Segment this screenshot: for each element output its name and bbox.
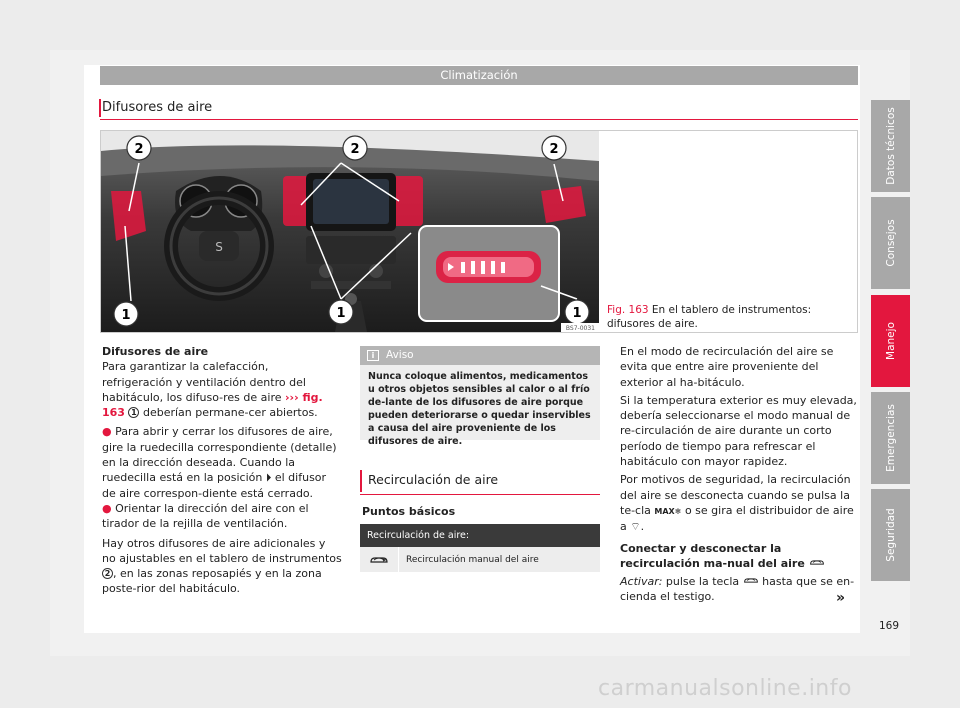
- notice-header: [360, 346, 600, 365]
- tab-seguridad[interactable]: Seguridad: [871, 489, 910, 581]
- chapter-bar: [100, 66, 858, 85]
- recirc-title: Recirculación de aire: [368, 472, 499, 487]
- tab-manejo[interactable]: Manejo: [871, 295, 910, 387]
- callout-2-right: 2: [549, 142, 559, 157]
- safety-text-mid: o se gira el distribuidor de aire a: [620, 503, 854, 534]
- paragraph-mode: En el modo de recirculación del aire se evita que entre aire proveniente del exterior al ha-bitáculo.: [620, 345, 834, 389]
- callout-1-right: 1: [572, 306, 582, 321]
- table-row: [360, 547, 600, 572]
- bullet-item: [102, 424, 342, 500]
- bullet-item: [102, 501, 342, 532]
- recirc-car-icon: [743, 575, 759, 588]
- subheading-difusores: Difusores de aire: [102, 345, 209, 358]
- table-cell: Recirculación manual del aire: [406, 554, 539, 565]
- recirc-car-icon: [809, 557, 825, 570]
- watermark: carmanualsonline.info: [598, 676, 852, 701]
- callout-2-center: 2: [350, 142, 360, 157]
- conectar-heading-text: Conectar y desconectar la recirculación ma-nual del aire: [620, 541, 805, 570]
- bullet-icon: ●: [102, 425, 112, 439]
- paragraph-temperature: Si la temperatura exterior es muy elevada, debería seleccionarse el modo manual de re-circulación de aire durante un corto período de tiempo para refrescar el habitáculo con mayor rapidez.: [620, 393, 857, 469]
- tab-datos-tecnicos[interactable]: Datos técnicos: [871, 100, 910, 192]
- paragraph-additional: [102, 536, 342, 597]
- callout-1-center: 1: [336, 306, 346, 321]
- info-icon: i: [367, 350, 379, 361]
- figure-label: Fig. 163: [607, 304, 649, 316]
- chapter-title: Climatización: [440, 68, 518, 82]
- column-left: [102, 344, 342, 597]
- notice-box: [360, 346, 600, 447]
- activar-text: pulse la tecla: [665, 575, 740, 589]
- bullet-icon: ●: [102, 501, 112, 515]
- activar-label: Activar:: [620, 575, 663, 589]
- section-title: Difusores de aire: [102, 100, 213, 115]
- tab-emergencias[interactable]: Emergencias: [871, 392, 910, 484]
- notice-text: Nunca coloque alimentos, medicamentos u otros objetos sensibles al calor o al frío de-lante de los difusores de aire porque pueden deteriorarse o quedar inservibles a causa del aire proveniente de los difusores de aire.: [368, 371, 591, 447]
- safety-text-end: .: [640, 520, 645, 534]
- title-underline: [100, 119, 858, 120]
- paragraph-intro: [102, 359, 342, 420]
- subheading-conectar: [620, 541, 858, 572]
- figure-caption-text: En el tablero de instrumentos: difusores de aire.: [607, 304, 812, 330]
- column-right: [620, 344, 858, 605]
- tab-consejos[interactable]: Consejos: [871, 197, 910, 289]
- ref-number-1: 1: [128, 407, 139, 418]
- figure-caption: [607, 303, 852, 331]
- callout-1-left: 1: [121, 308, 131, 323]
- safety-text: Por motivos de seguridad, la recirculación del aire se desconecta cuando se pulsa la te-cla: [620, 473, 851, 517]
- recirc-table: [360, 524, 600, 572]
- additional-text: Hay otros difusores de aire adicionales y no ajustables en el tablero de instrumentos: [102, 536, 342, 565]
- intro-text-end: deberían permane-cer abiertos.: [142, 406, 318, 420]
- page-number: 169: [879, 620, 900, 632]
- callout-2-left: 2: [134, 142, 144, 157]
- recirc-car-icon: [360, 555, 398, 565]
- recirc-underline: [360, 494, 600, 495]
- svg-text:S: S: [215, 240, 223, 254]
- bullet-text: Para abrir y cerrar los difusores de aire, gire la ruedecilla correspondiente (detalle) en la dirección deseada. Cuando la ruedecilla está en la posición: [102, 425, 337, 485]
- activar-text-end: hasta que se en-cienda el testigo.: [620, 575, 855, 604]
- dashboard-svg: [101, 131, 599, 332]
- dashboard-illustration: [101, 131, 599, 332]
- vent-detail-callout: [419, 226, 559, 321]
- figure-code: BS7-0031: [565, 325, 595, 332]
- bullet-text-end: el difusor de aire correspon-diente está cerrado.: [102, 471, 327, 500]
- max-defrost-icon: MAX❄: [654, 506, 682, 516]
- windscreen-icon: ⌔: [630, 520, 641, 534]
- paragraph-activar: [620, 574, 858, 605]
- additional-text-end: , en las zonas reposapiés y en la zona poste-rior del habitáculo.: [102, 567, 322, 596]
- continue-icon: »: [836, 590, 846, 606]
- paragraph-safety: [620, 472, 858, 534]
- bullet-text: Orientar la dirección del aire con el tirador de la rejilla de ventilación.: [102, 501, 309, 531]
- ref-number-2: 2: [102, 568, 113, 579]
- intro-text: Para garantizar la calefacción, refrigeración y ventilación dentro del habitáculo, los difuso-res de aire: [102, 360, 306, 404]
- puntos-basicos: Puntos básicos: [362, 505, 456, 518]
- table-header: Recirculación de aire:: [360, 524, 600, 547]
- figure-reference-link[interactable]: ››› fig. 163: [102, 390, 323, 420]
- closed-position-icon: ⏵: [265, 471, 272, 485]
- notice-label: Aviso: [386, 349, 414, 361]
